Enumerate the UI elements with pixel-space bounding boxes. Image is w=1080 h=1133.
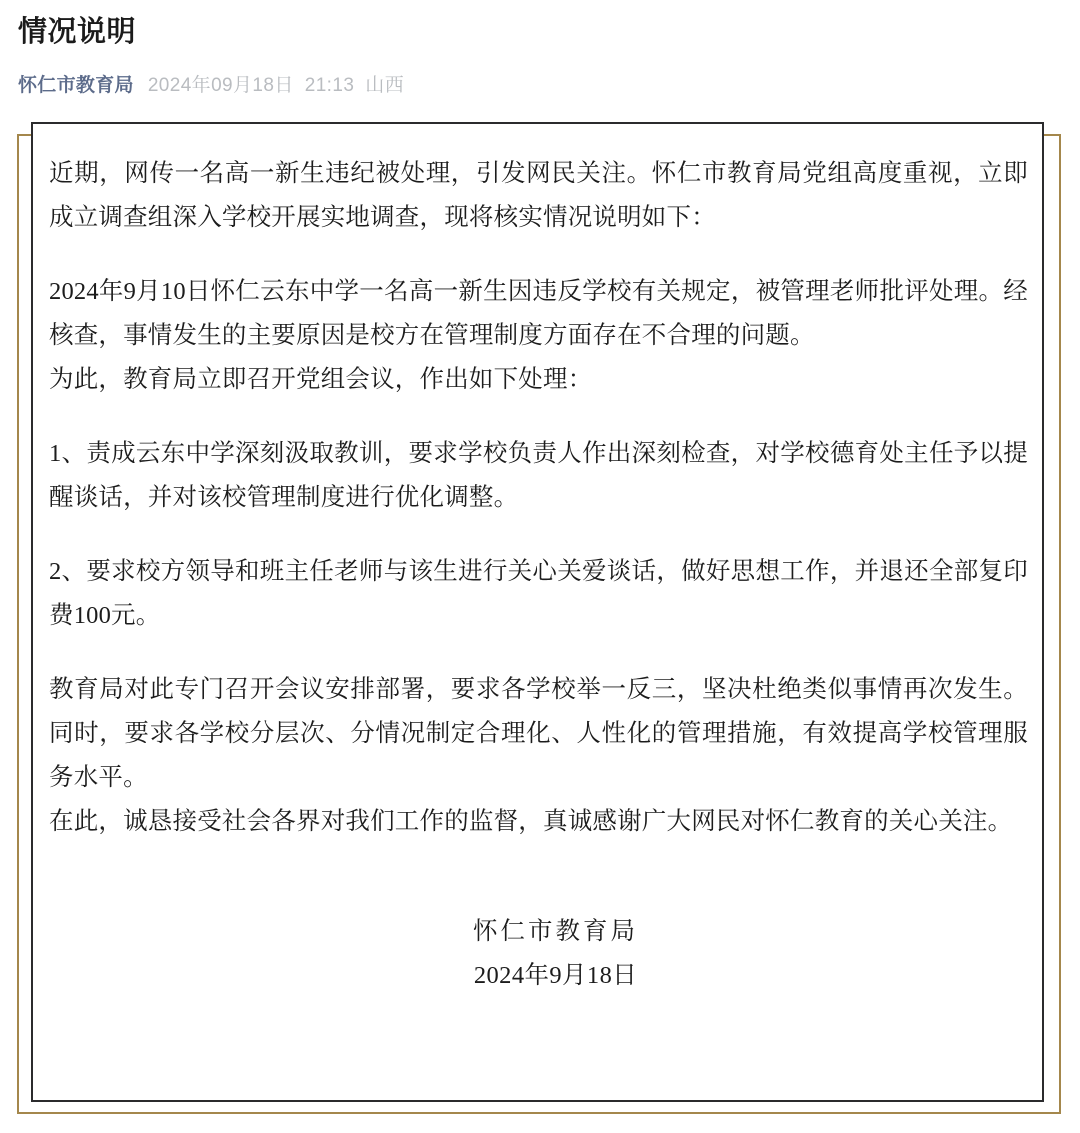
- meta-publish-date: 2024年09月18日: [147, 75, 294, 96]
- article-header: [0, 0, 1080, 99]
- document-paragraph: 2024年9月10日怀仁云东中学一名高一新生因违反学校有关规定，被管理老师批评处理。经核查，事情发生的主要原因是校方在管理制度方面存在不合理的问题。: [49, 278, 1028, 349]
- document-inner-border: [31, 122, 1044, 1102]
- document-body: [33, 124, 1042, 998]
- signature-organization: 怀仁市教育局: [473, 918, 638, 945]
- document-paragraph-item-2: 2、要求校方领导和班主任老师与该生进行关心关爱谈话，做好思想工作，并退还全部复印费100元。: [49, 558, 1028, 629]
- signature-block: [49, 910, 1028, 998]
- document-frame: [0, 122, 1080, 1092]
- document-paragraph: 为此，教育局立即召开党组会议，作出如下处理：: [49, 366, 593, 393]
- document-paragraph: 在此，诚恳接受社会各界对我们工作的监督，真诚感谢广大网民对怀仁教育的关心关注。: [49, 808, 1013, 835]
- signature-date: 2024年9月18日: [473, 962, 638, 989]
- article-meta: [18, 73, 1062, 99]
- document-paragraph: 教育局对此专门召开会议安排部署，要求各学校举一反三，坚决杜绝类似事情再次发生。同时，要求各学校分层次、分情况制定合理化、人性化的管理措施，有效提高学校管理服务水平。: [49, 676, 1028, 791]
- meta-region: 山西: [365, 75, 405, 96]
- document-paragraph: 近期，网传一名高一新生违纪被处理，引发网民关注。怀仁市教育局党组高度重视，立即成立调查组深入学校开展实地调查，现将核实情况说明如下：: [49, 160, 1028, 231]
- document-paragraph-item-1: 1、责成云东中学深刻汲取教训，要求学校负责人作出深刻检查，对学校德育处主任予以提醒谈话，并对该校管理制度进行优化调整。: [49, 440, 1028, 511]
- meta-source-name[interactable]: 怀仁市教育局: [18, 75, 134, 96]
- page-title: 情况说明: [18, 16, 137, 48]
- meta-publish-time: 21:13: [304, 75, 355, 96]
